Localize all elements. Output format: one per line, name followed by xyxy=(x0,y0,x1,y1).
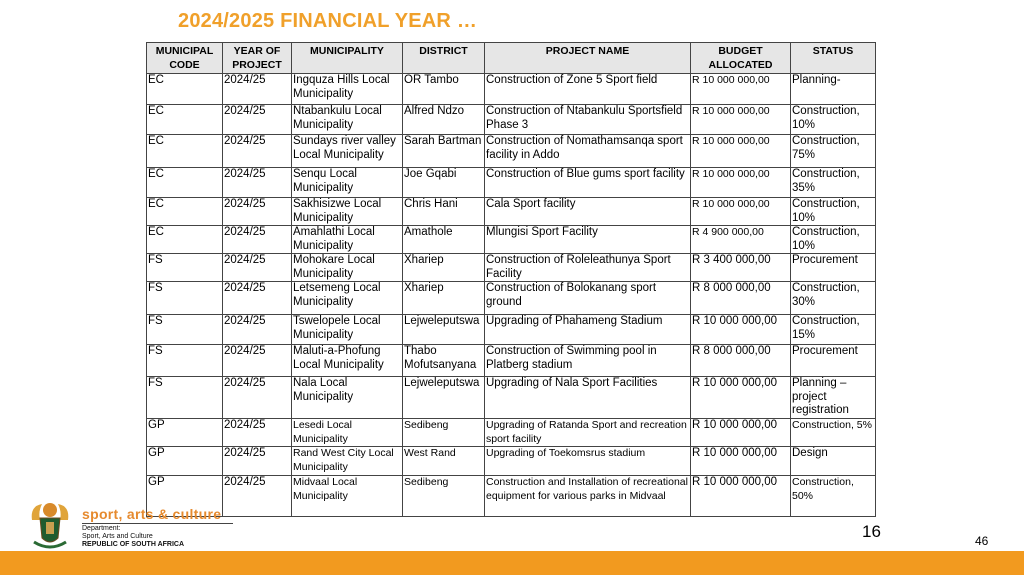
table-cell: R 10 000 000,00 xyxy=(691,447,791,476)
dept-name: Sport, Arts and Culture xyxy=(82,533,153,540)
table-cell: Planning- xyxy=(791,74,876,105)
table-row xyxy=(147,74,876,105)
table-row xyxy=(147,419,876,447)
table-cell: EC xyxy=(147,198,223,226)
table-cell: Chris Hani xyxy=(403,198,485,226)
table-cell: 2024/25 xyxy=(223,282,292,315)
table-cell: Thabo Mofutsanyana xyxy=(403,345,485,377)
financial-projects-table xyxy=(146,42,876,517)
table-cell: Joe Gqabi xyxy=(403,168,485,198)
table-cell: Construction, 10% xyxy=(791,226,876,254)
page-title: 2024/2025 FINANCIAL YEAR … xyxy=(178,10,478,32)
table-cell: EC xyxy=(147,105,223,135)
table-cell: Procurement xyxy=(791,254,876,282)
table-cell: 2024/25 xyxy=(223,74,292,105)
table-cell: R 10 000 000,00 xyxy=(691,105,791,135)
table-cell: Construction and Installation of recreational equipment for various parks in Midvaal xyxy=(485,476,691,517)
table-cell: R 8 000 000,00 xyxy=(691,282,791,315)
table-cell: Upgrading of Phahameng Stadium xyxy=(485,315,691,345)
table-cell: Construction, 75% xyxy=(791,135,876,168)
table-row xyxy=(147,105,876,135)
table-header-row xyxy=(147,43,876,74)
table-cell: Construction, 15% xyxy=(791,315,876,345)
table-cell: GP xyxy=(147,419,223,447)
table-cell: Sundays river valley Local Municipality xyxy=(292,135,403,168)
coat-of-arms-icon xyxy=(24,498,76,550)
table-cell: R 10 000 000,00 xyxy=(691,74,791,105)
table-cell: Rand West City Local Municipality xyxy=(292,447,403,476)
column-header: MUNICIPALITY xyxy=(292,43,403,74)
table-cell: Maluti-a-Phofung Local Municipality xyxy=(292,345,403,377)
table-cell: Construction, 5% xyxy=(791,419,876,447)
table-cell: Mohokare Local Municipality xyxy=(292,254,403,282)
column-header: STATUS xyxy=(791,43,876,74)
table-cell: Amahlathi Local Municipality xyxy=(292,226,403,254)
table-cell: Nala Local Municipality xyxy=(292,377,403,419)
table-cell: R 10 000 000,00 xyxy=(691,315,791,345)
table-cell: 2024/25 xyxy=(223,447,292,476)
column-header: BUDGET ALLOCATED xyxy=(691,43,791,74)
table-cell: R 10 000 000,00 xyxy=(691,377,791,419)
table-cell: Construction, 10% xyxy=(791,105,876,135)
table-cell: R 10 000 000,00 xyxy=(691,135,791,168)
table-cell: Ingquza Hills Local Municipality xyxy=(292,74,403,105)
brand-divider xyxy=(82,523,233,524)
table-cell: 2024/25 xyxy=(223,476,292,517)
table-cell: Sedibeng xyxy=(403,476,485,517)
table-cell: Design xyxy=(791,447,876,476)
footer-bar xyxy=(0,551,1024,575)
table-cell: FS xyxy=(147,315,223,345)
column-header: YEAR OF PROJECT xyxy=(223,43,292,74)
table-cell: Construction of Swimming pool in Platberg stadium xyxy=(485,345,691,377)
table-row xyxy=(147,345,876,377)
table-cell: Xhariep xyxy=(403,282,485,315)
table-cell: West Rand xyxy=(403,447,485,476)
table-cell: 2024/25 xyxy=(223,254,292,282)
table-cell: Construction, 30% xyxy=(791,282,876,315)
table-cell: Construction of Bolokanang sport ground xyxy=(485,282,691,315)
table-cell: Construction of Zone 5 Sport field xyxy=(485,74,691,105)
table-cell: Upgrading of Ratanda Sport and recreation sport facility xyxy=(485,419,691,447)
table-row xyxy=(147,377,876,419)
table-cell: 2024/25 xyxy=(223,419,292,447)
table-row xyxy=(147,315,876,345)
table-cell: EC xyxy=(147,226,223,254)
table-row xyxy=(147,254,876,282)
table-cell: 2024/25 xyxy=(223,315,292,345)
table-cell: Construction, 10% xyxy=(791,198,876,226)
table-row xyxy=(147,282,876,315)
table-cell: Construction of Ntabankulu Sportsfield Phase 3 xyxy=(485,105,691,135)
table-cell: 2024/25 xyxy=(223,135,292,168)
table-cell: Xhariep xyxy=(403,254,485,282)
table-cell: Senqu Local Municipality xyxy=(292,168,403,198)
column-header: MUNICIPAL CODE xyxy=(147,43,223,74)
table-cell: OR Tambo xyxy=(403,74,485,105)
table-cell: 2024/25 xyxy=(223,105,292,135)
table-cell: Lejweleputswa xyxy=(403,315,485,345)
table-cell: Upgrading of Toekomsrus stadium xyxy=(485,447,691,476)
table-cell: Sedibeng xyxy=(403,419,485,447)
table-cell: R 10 000 000,00 xyxy=(691,168,791,198)
table-cell: 2024/25 xyxy=(223,168,292,198)
table-cell: Upgrading of Nala Sport Facilities xyxy=(485,377,691,419)
table-cell: Procurement xyxy=(791,345,876,377)
table-cell: 2024/25 xyxy=(223,345,292,377)
table-cell: 2024/25 xyxy=(223,226,292,254)
table-cell: R 10 000 000,00 xyxy=(691,476,791,517)
table-cell: Construction, 35% xyxy=(791,168,876,198)
table-cell: Sarah Bartman xyxy=(403,135,485,168)
table-row xyxy=(147,168,876,198)
table-cell: 2024/25 xyxy=(223,198,292,226)
table-cell: Ntabankulu Local Municipality xyxy=(292,105,403,135)
table-cell: Midvaal Local Municipality xyxy=(292,476,403,517)
table-row xyxy=(147,135,876,168)
table-cell: Construction of Roleleathunya Sport Facility xyxy=(485,254,691,282)
table-cell: Construction of Nomathamsanqa sport facility in Addo xyxy=(485,135,691,168)
table-cell: 2024/25 xyxy=(223,377,292,419)
table-cell: R 10 000 000,00 xyxy=(691,419,791,447)
table-cell: R 10 000 000,00 xyxy=(691,198,791,226)
table-cell: Planning – project registration xyxy=(791,377,876,419)
table-cell: Lejweleputswa xyxy=(403,377,485,419)
table-cell: FS xyxy=(147,254,223,282)
table-cell: EC xyxy=(147,74,223,105)
table-cell: Cala Sport facility xyxy=(485,198,691,226)
table-cell: Letsemeng Local Municipality xyxy=(292,282,403,315)
table-cell: Tswelopele Local Municipality xyxy=(292,315,403,345)
table-cell: EC xyxy=(147,168,223,198)
table-cell: FS xyxy=(147,345,223,377)
column-header: PROJECT NAME xyxy=(485,43,691,74)
table-cell: Mlungisi Sport Facility xyxy=(485,226,691,254)
table-cell: Construction, 50% xyxy=(791,476,876,517)
table-cell: Sakhisizwe Local Municipality xyxy=(292,198,403,226)
table-row xyxy=(147,447,876,476)
table-cell: GP xyxy=(147,476,223,517)
department-text xyxy=(82,525,184,549)
table-row xyxy=(147,198,876,226)
column-header: DISTRICT xyxy=(403,43,485,74)
table-cell: R 3 400 000,00 xyxy=(691,254,791,282)
table-cell: R 4 900 000,00 xyxy=(691,226,791,254)
table-cell: R 8 000 000,00 xyxy=(691,345,791,377)
dept-country: REPUBLIC OF SOUTH AFRICA xyxy=(82,541,185,548)
table-cell: Amathole xyxy=(403,226,485,254)
table-row xyxy=(147,226,876,254)
table-cell: Construction of Blue gums sport facility xyxy=(485,168,691,198)
dept-label: Department: xyxy=(82,525,121,532)
brand-name: sport, arts & culture xyxy=(82,506,222,522)
table-cell: EC xyxy=(147,135,223,168)
table-cell: Alfred Ndzo xyxy=(403,105,485,135)
slide-number: 16 xyxy=(862,522,881,541)
page-number: 46 xyxy=(975,534,989,548)
table-cell: Lesedi Local Municipality xyxy=(292,419,403,447)
table-cell: FS xyxy=(147,377,223,419)
table-cell: FS xyxy=(147,282,223,315)
table-row xyxy=(147,476,876,517)
table-cell: GP xyxy=(147,447,223,476)
